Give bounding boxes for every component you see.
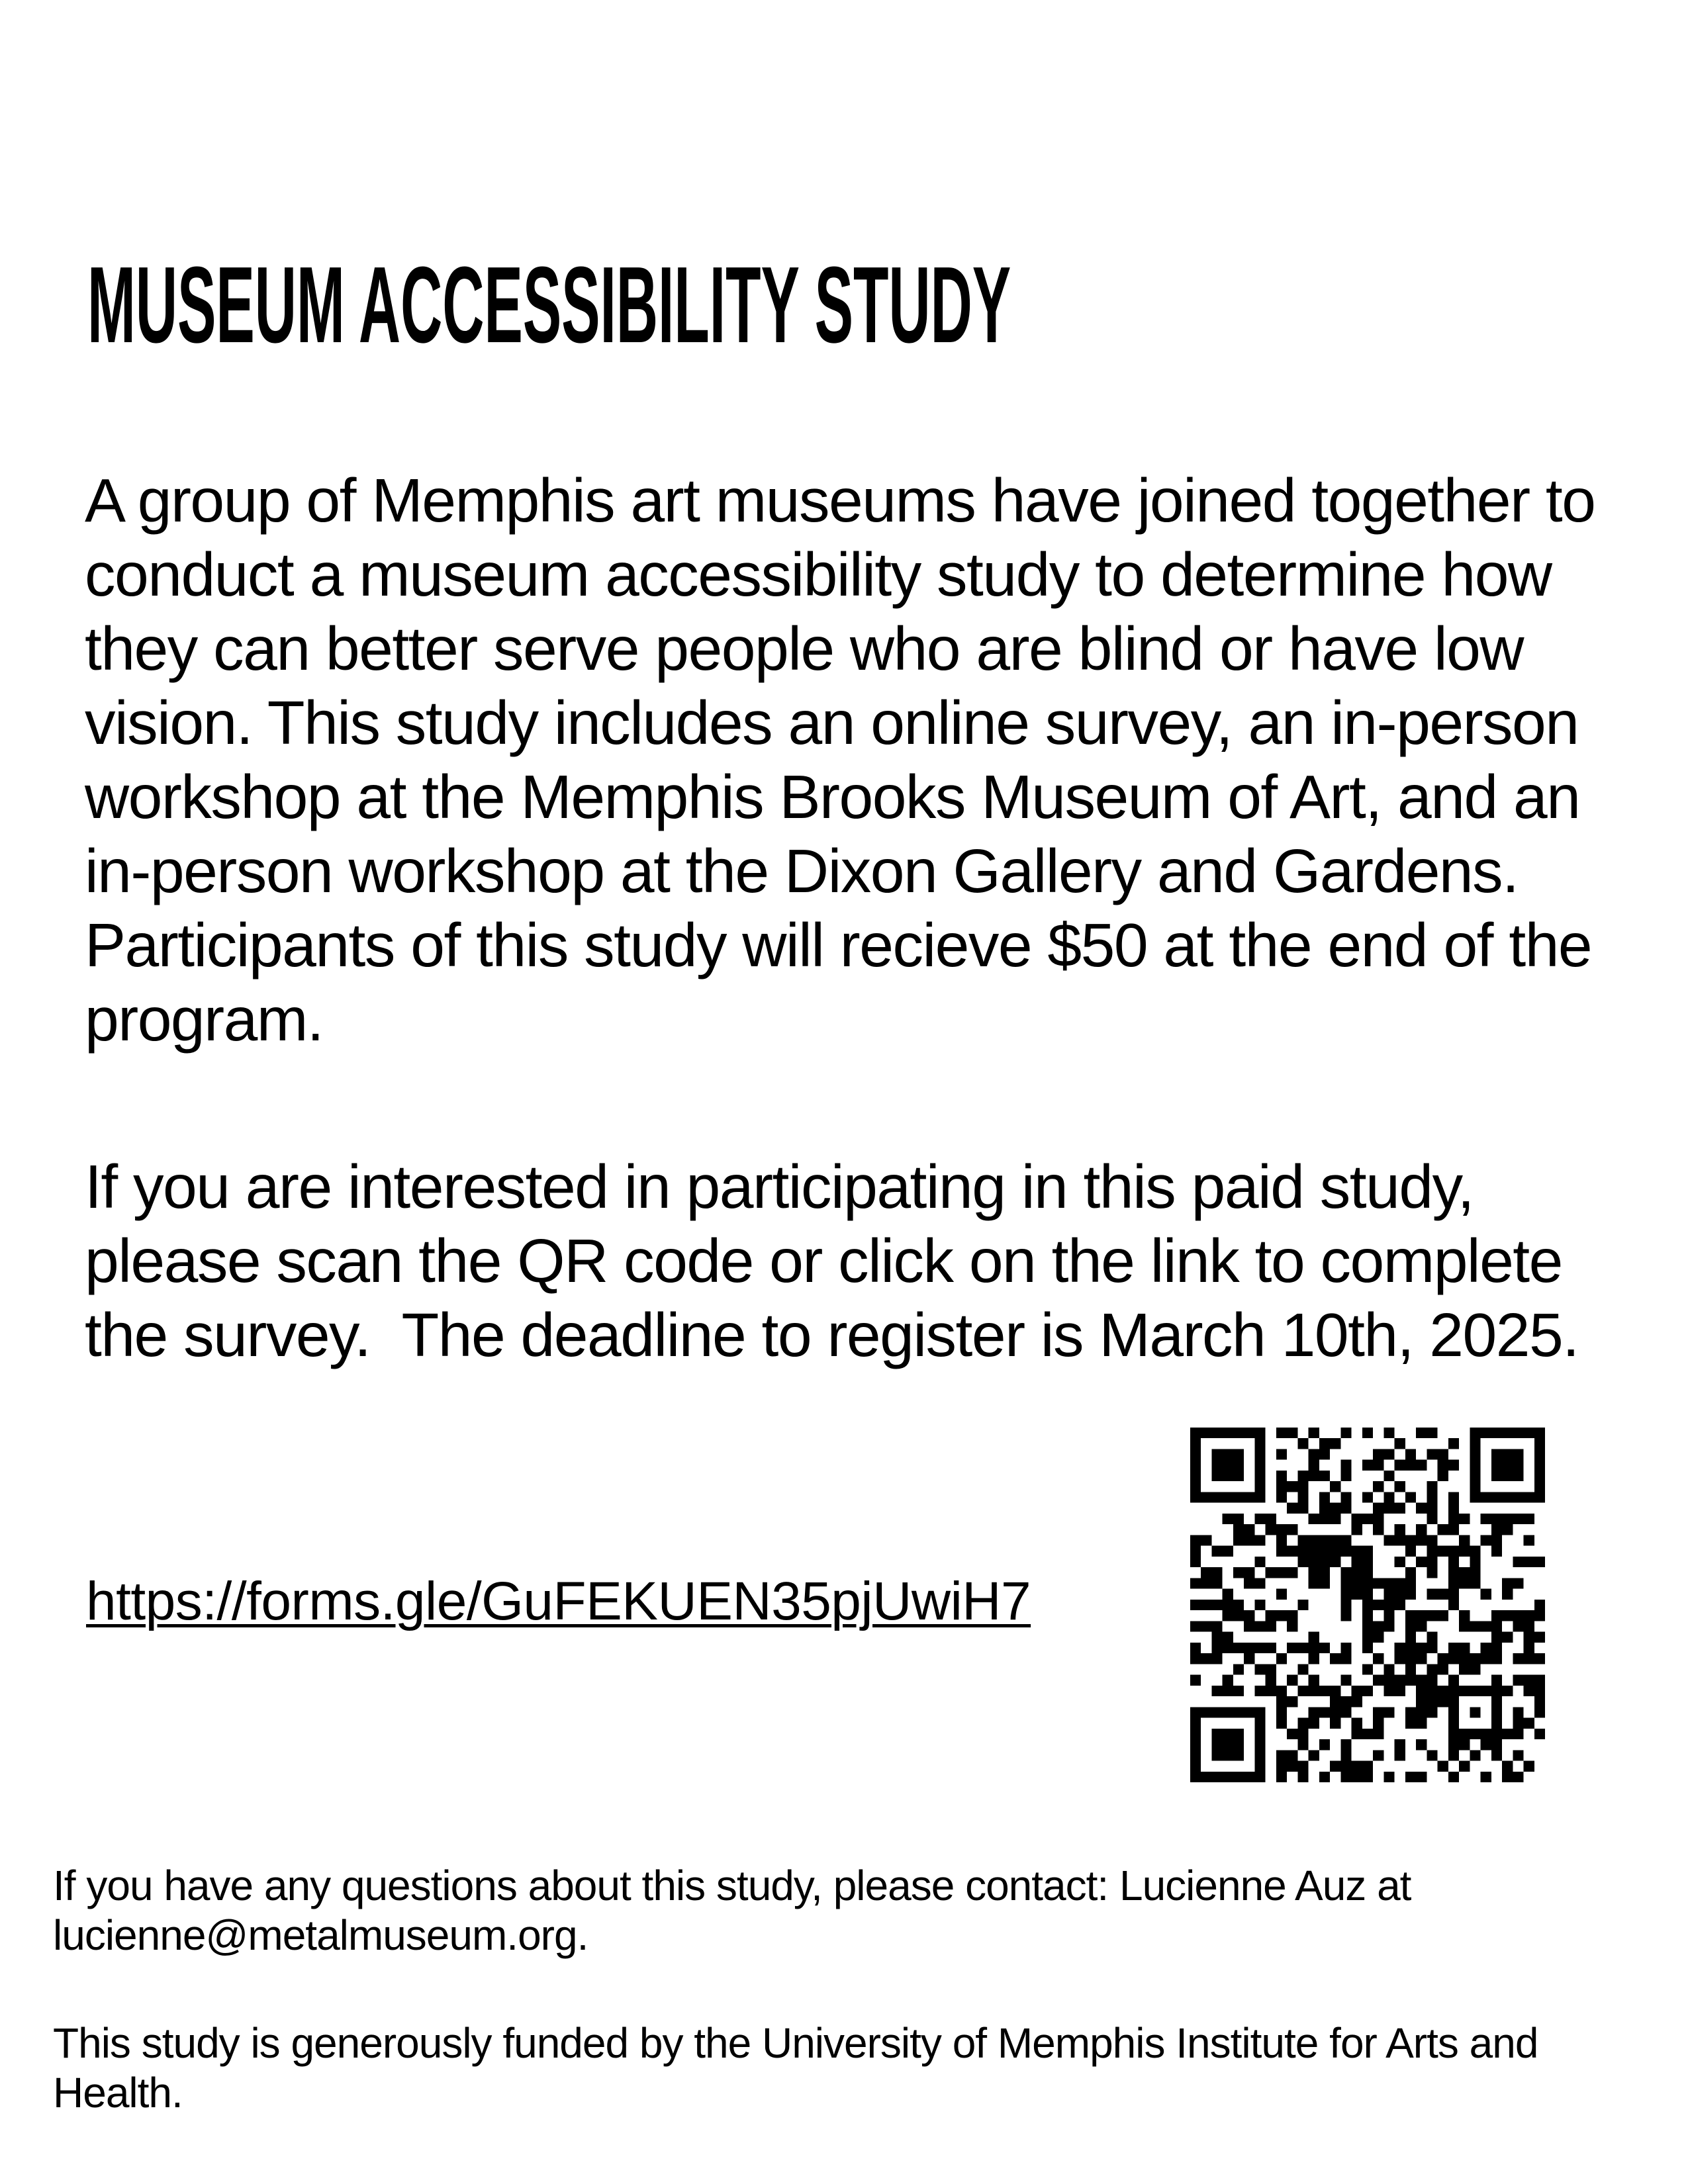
text-line: in-person workshop at the Dixon Gallery and Gardens. (85, 837, 1519, 905)
qr-code (1190, 1428, 1545, 1782)
text-line: workshop at the Memphis Brooks Museum of Art, and an (85, 762, 1580, 831)
page-title: MUSEUM ACCESSIBILITY STUDY (87, 244, 1011, 365)
text-line: This study is generously funded by the University of Memphis Institute for Arts and (53, 2019, 1538, 2067)
survey-link[interactable]: https://forms.gle/GuFEKUEN35pjUwiH7 (86, 1571, 1031, 1631)
text-line: If you are interested in participating in this paid study, (85, 1152, 1474, 1221)
text-line: If you have any questions about this study, please contact: Lucienne Auz at (53, 1862, 1411, 1909)
intro-paragraph (85, 463, 1595, 1056)
text-line: please scan the QR code or click on the link to complete (85, 1226, 1562, 1295)
text-line: the survey. The deadline to register is March 10th, 2025. (85, 1300, 1579, 1369)
text-line: program. (85, 985, 324, 1054)
cta-paragraph (85, 1150, 1579, 1372)
text-line: they can better serve people who are blind or have low (85, 614, 1524, 683)
text-line: Health. (53, 2069, 183, 2116)
text-line: Participants of this study will recieve $50 at the end of the (85, 911, 1592, 979)
text-line: A group of Memphis art museums have joined together to (85, 466, 1595, 535)
text-line: conduct a museum accessibility study to determine how (85, 540, 1552, 609)
text-line: vision. This study includes an online survey, an in-person (85, 688, 1579, 757)
footer-contact-text (53, 1861, 1411, 1960)
footer-funding-text (53, 2019, 1538, 2118)
text-line: lucienne@metalmuseum.org. (53, 1911, 588, 1959)
qr-code-image (1190, 1428, 1545, 1782)
